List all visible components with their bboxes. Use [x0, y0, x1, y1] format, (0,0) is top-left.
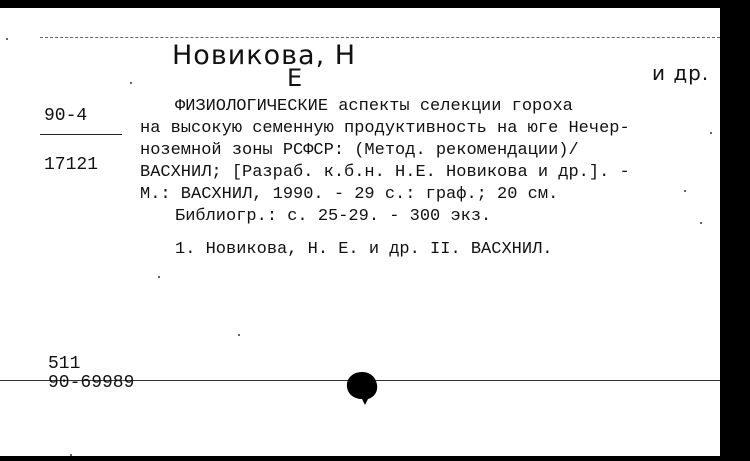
handwritten-initial: Е — [287, 64, 304, 92]
entry-line-5: М.: ВАСХНИЛ, 1990. - 29 с.: граф.; 20 см. — [140, 185, 559, 204]
bibliographic-entry — [140, 96, 715, 261]
class-number: 511 — [48, 354, 81, 374]
handwritten-author: Новикова, Н — [172, 40, 357, 71]
handwritten-etc: и др. — [652, 61, 710, 85]
call-number-top: 90-4 — [44, 106, 88, 126]
entry-line-3: ноземной зоны РСФСР: (Метод. рекомендации)/ — [140, 141, 579, 160]
call-number-divider — [40, 134, 122, 135]
catalog-card — [0, 8, 720, 456]
card-number: 90-69989 — [48, 373, 135, 393]
top-rule — [40, 37, 720, 38]
tracing-line: 1. Новикова, Н. Е. и др. II. ВАСХНИЛ. — [175, 240, 553, 259]
entry-line-1: ФИЗИОЛОГИЧЕСКИЕ аспекты селекции гороха — [175, 97, 573, 116]
scan-border — [720, 0, 750, 461]
punch-hole-icon — [345, 370, 379, 406]
entry-line-2: на высокую семенную продуктивность на юге Нечер- — [140, 119, 630, 138]
entry-line-4: ВАСХНИЛ; [Разраб. к.б.н. Н.Е. Новикова и др.]. - — [140, 163, 630, 182]
call-number-bottom: 17121 — [44, 155, 99, 175]
entry-line-6: Библиогр.: с. 25-29. - 300 экз. — [175, 207, 492, 226]
